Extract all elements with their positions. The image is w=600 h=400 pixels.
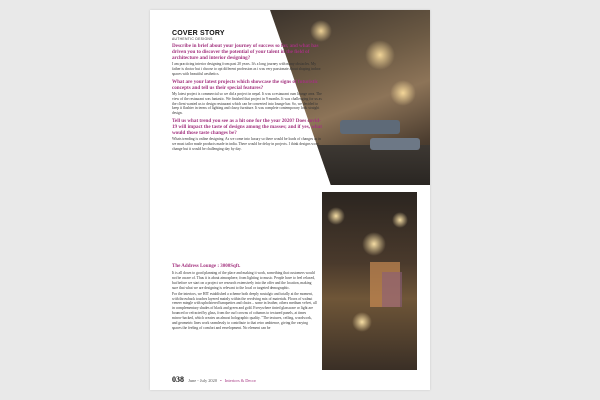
page-number: 038 xyxy=(172,375,184,384)
project-paragraph-1: It is all down to good planning of the place and making it work, something that customers would not be aware of. Thus it is about atmosphere, from lighting to music. People have to feel relaxed, but before we start on a project we research extensively into the offer and the location, making sure that what we are designing is relevant to the local or targeted demographic. xyxy=(172,271,315,290)
page-footer xyxy=(172,375,372,384)
answer-3: Whats trending is online designing. As we come into luxury so there would be loads of changes as in we must tailor made products made in india. There would be delay in projects. I think designs wont change but it would be challenging day by day. xyxy=(172,137,321,152)
section-kicker: COVER STORY xyxy=(172,30,225,37)
bar-interior-photo xyxy=(322,192,417,370)
project-paragraph-2: For the interiors, we HIT established a scheme both deeply nostalgic and totally at the moment, with throwback touches layered mainly within the revolving mix of materials. Floors of walnut veneer mingle with upholstered banquettes and chairs – some in leather, others medium velvet, all in complementary shades of black and green and gold. Everywhere tinted glassware or light are bounced or refracted by glass, from the curl crowns of columns to textured panels, at times mirror-backed, which creates an almost holographic quality. "The textures, ceiling, woodwork, and geometric lines work seamlessly to contribute to that retro ambience, giving the varying spaces the feeling of comfort and envelopment. No element can be xyxy=(172,291,317,330)
interview-column xyxy=(172,30,322,153)
section-kicker-sub: AUTHENTIC DESIGNS xyxy=(172,37,213,41)
question-2: What are your latest projects which showcase the signs of futuristic concepts and tell us their special features? xyxy=(172,78,319,91)
answer-1: I am practicing interior designing from past 20 years. It's a long journey with many obstacles. My father is doctor but i choose to opt different profession as i was very passionate about shaping indoor spaces with beautiful aesthetics. xyxy=(172,62,321,76)
footer-separator: • xyxy=(220,378,222,383)
answer-2: My latest project is commercial so we did a project in nepal. It was a restaurant cum lounge area. The view of the restaurant was fantastic. We finished that project in 9 months. It was challenging for us as the client wanted us to design restaurant which can be converted into lounge bar. So, we decided to keep it flashier in terms of lighting and classy furniture. It was complete contemporary look straight design. xyxy=(172,91,322,116)
issue-date: June - July 2020 xyxy=(188,378,218,383)
magazine-page xyxy=(150,10,430,390)
question-3: Tell us what trend you see as a hit one for the year 2020? Does covid-19 will impact the taste of designs among the masses; and if yes, what would those taste changes be? xyxy=(172,118,322,137)
magazine-name: Interiors & Decor xyxy=(224,378,256,383)
project-title: The Address Lounge : 3000Sqft. xyxy=(172,264,241,269)
question-1: Describe in brief about your journey of success so far, and what has driven you to discover the potential of your talent in the field of architecture and interior designing? xyxy=(172,43,319,61)
project-section xyxy=(172,262,317,332)
